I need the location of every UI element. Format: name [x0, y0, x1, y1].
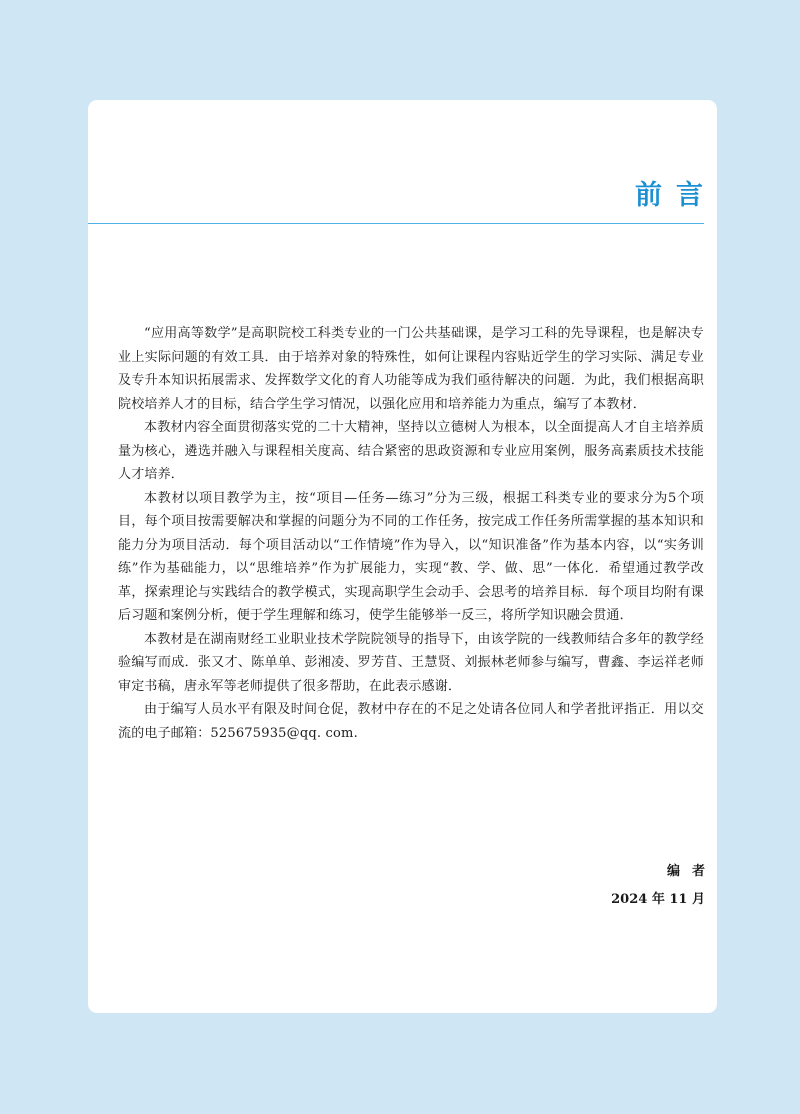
author-label: 编者: [666, 864, 717, 879]
paragraph: “应用高等数学”是高职院校工科类专业的一门公共基础课，是学习工科的先导课程，也是解决专业上实际问题的有效工具．由于培养对象的特殊性，如何让课程内容贴近学生的学习实际、满足专业及专升本知识拓展需求、发挥数学文化的育人功能等成为我们亟待解决的问题．为此，我们根据高职院校培养人才的目标，结合学生学习情况，以强化应用和培养能力为重点，编写了本教材．: [118, 326, 704, 412]
paragraph: 本教材以项目教学为主，按“项目—任务—练习”分为三级，根据工科类专业的要求分为5个项目，每个项目按需要解决和掌握的问题分为不同的工作任务，按完成工作任务所需掌握的基本知识和能力分为项目活动．每个项目活动以“工作情境”作为导入，以“知识准备”作为基本内容，以“实务训练”作为基础能力，以“思维培养”作为扩展能力，实现“教、学、做、思”一体化．希望通过教学改革，探索理论与实践结合的教学模式，实现高职学生会动手、会思考的培养目标．每个项目均附有课后习题和案例分析，便于学生理解和练习，使学生能够举一反三，将所学知识融会贯通．: [118, 490, 704, 623]
page-title: 前言: [635, 180, 717, 211]
paragraph: 本教材内容全面贯彻落实党的二十大精神，坚持以立德树人为根本，以全面提高人才自主培养质量为核心，遴选并融入与课程相关度高、结合紧密的思政资源和专业应用案例，服务高素质技术技能人才培养．: [118, 420, 704, 482]
paragraph: 由于编写人员水平有限及时间仓促，教材中存在的不足之处请各位同人和学者批评指正．用以交流的电子邮箱：525675935@qq. com.: [118, 702, 704, 741]
preface-body: [118, 322, 704, 745]
signature-block: [611, 860, 717, 912]
title-divider: [88, 223, 704, 224]
date-label: 2024 年 11 月: [611, 892, 705, 907]
paragraph: 本教材是在湖南财经工业职业技术学院院领导的指导下，由该学院的一线教师结合多年的教学经验编写而成．张又才、陈单单、彭湘凌、罗芳苜、王慧贤、刘振林老师参与编写，曹鑫、李运祥老师审定书稿，唐永军等老师提供了很多帮助，在此表示感谢．: [118, 631, 704, 694]
preface-page: [88, 100, 717, 1013]
